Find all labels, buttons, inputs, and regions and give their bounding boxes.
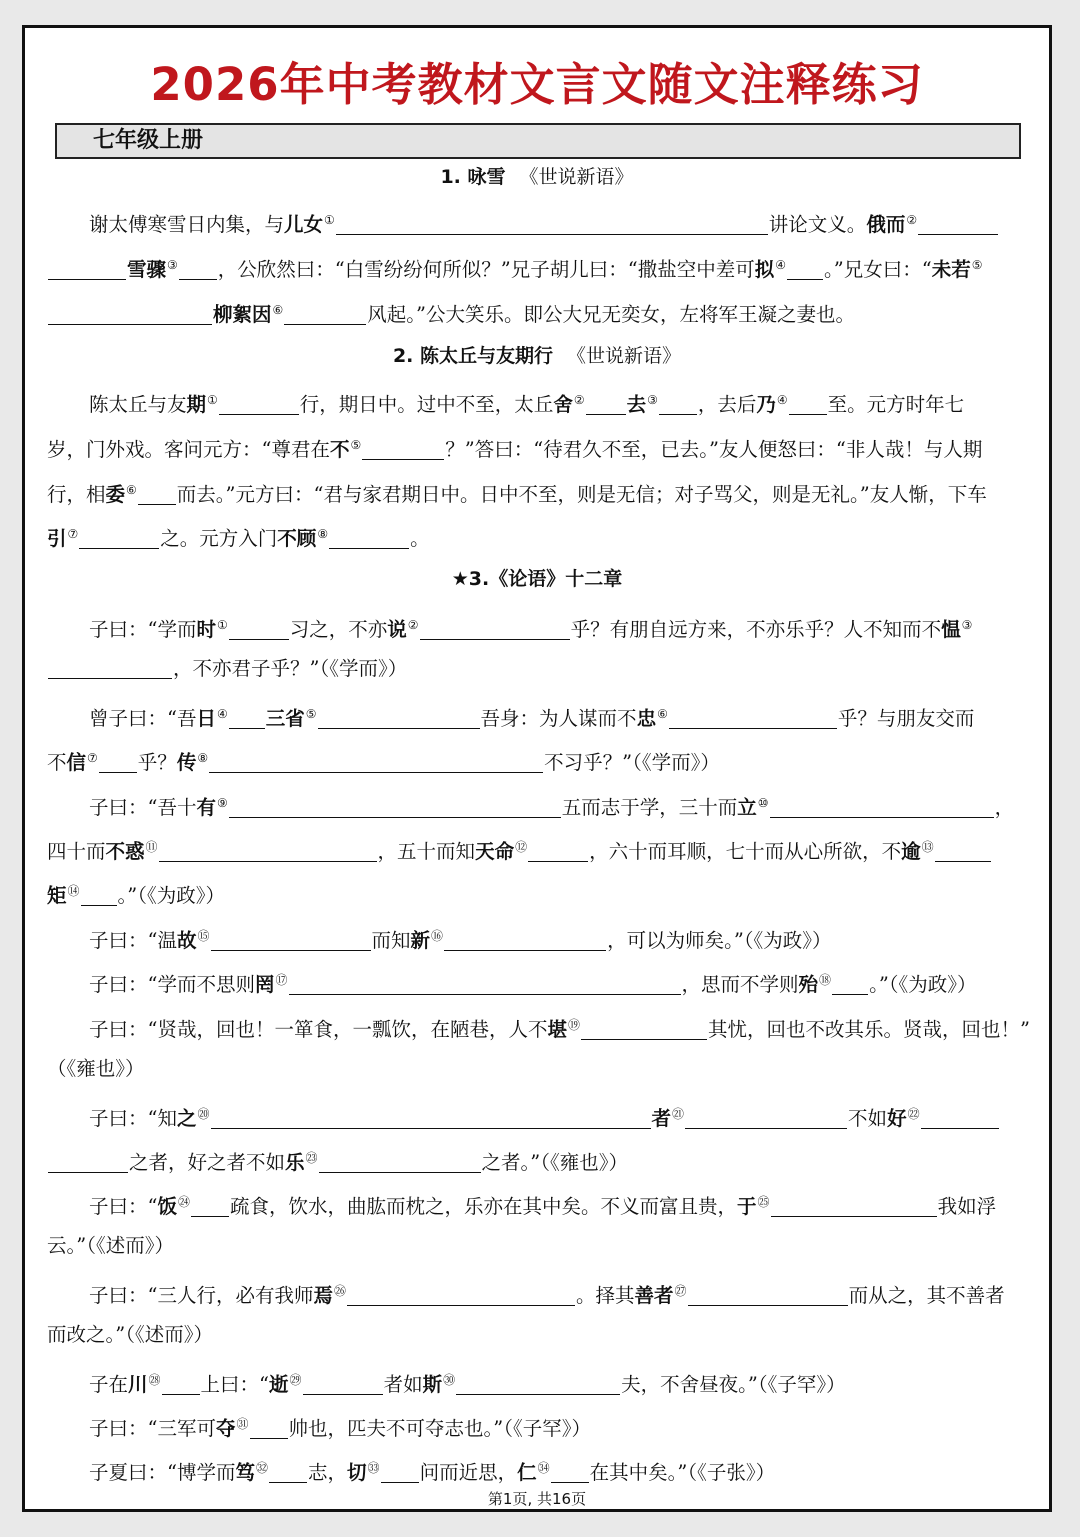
text-segment: 而从之，其不善者: [848, 1284, 1005, 1307]
note-marker: ㉙: [289, 1373, 302, 1387]
text-line: [47, 1231, 1031, 1261]
text-line: [47, 1010, 1031, 1040]
answer-blank[interactable]: [48, 656, 172, 679]
note-marker: ⑧: [197, 751, 209, 765]
grade-label: 七年级上册: [55, 123, 1021, 159]
text-line: [47, 965, 1031, 995]
note-marker: ㉛: [236, 1417, 249, 1431]
section-heading-3: [25, 566, 1049, 592]
answer-blank[interactable]: [289, 972, 681, 995]
text-segment: 吾身：为人谋而不: [480, 707, 637, 730]
text-line: [47, 1099, 1031, 1129]
text-segment: 子曰：“三人行，必有我师: [89, 1284, 314, 1307]
text-segment: 不: [47, 751, 67, 774]
keyword: 仁: [517, 1461, 537, 1484]
text-segment: ，不亦君子乎？”（《学而》）: [173, 657, 408, 680]
keyword: 斯: [422, 1373, 443, 1396]
text-segment: ，五十而知: [377, 840, 476, 863]
answer-blank[interactable]: [229, 617, 289, 640]
answer-blank[interactable]: [48, 257, 126, 280]
text-segment: 讲论文义。: [768, 213, 867, 236]
text-line: [47, 921, 1031, 951]
text-line: [47, 430, 1031, 460]
text-segment: 上曰：“: [200, 1373, 270, 1396]
text-segment: 曾子曰：“吾: [89, 707, 197, 730]
document-title: 2026年中考教材文言文随文注释练习: [150, 58, 924, 111]
text-segment: 。: [410, 527, 430, 550]
text-segment: ，: [994, 796, 1015, 819]
answer-blank[interactable]: [81, 883, 117, 906]
keyword: 切: [347, 1461, 367, 1484]
document-page: [22, 25, 1052, 1512]
keyword: 善者: [634, 1284, 674, 1307]
text-segment: 子曰：“知: [89, 1107, 177, 1130]
text-line: [47, 832, 1031, 862]
keyword: 笃: [235, 1461, 255, 1484]
note-marker: ㉓: [305, 1151, 318, 1165]
keyword: 逾: [901, 840, 921, 863]
text-segment: 乎？与朋友交而: [837, 707, 975, 730]
note-marker: ⑮: [197, 929, 210, 943]
keyword: 俄而: [866, 213, 906, 236]
note-marker: ②: [407, 618, 419, 632]
text-segment: 乎？: [137, 751, 177, 774]
text-segment: 不如: [848, 1107, 888, 1130]
answer-blank[interactable]: [318, 706, 480, 729]
note-marker: ④: [217, 707, 228, 721]
keyword: 拟: [754, 258, 775, 281]
answer-blank[interactable]: [669, 706, 837, 729]
answer-blank[interactable]: [211, 928, 371, 951]
note-marker: ⑩: [757, 796, 769, 810]
text-segment: 而知: [371, 929, 411, 952]
keyword: 忠: [636, 707, 657, 730]
answer-blank[interactable]: [99, 750, 137, 773]
text-segment: 问而近思，: [419, 1461, 518, 1484]
keyword: 信: [66, 751, 87, 774]
text-segment: 乎？有朋自远方来，不亦乐乎？人不知而不: [570, 618, 942, 641]
keyword: 不顾: [277, 527, 317, 550]
text-segment: 至。元方时年七: [827, 393, 965, 416]
note-marker: ②: [573, 393, 585, 407]
answer-blank[interactable]: [336, 212, 768, 235]
keyword: 柳絮因: [213, 303, 272, 326]
text-segment: 在其中矣。”（《子张》）: [589, 1461, 776, 1484]
text-segment: 行，期日中。过中不至，太丘: [299, 393, 554, 416]
note-marker: ⑱: [819, 973, 832, 987]
answer-blank[interactable]: [138, 482, 176, 505]
text-segment: 。择其: [576, 1284, 635, 1307]
text-segment: 子曰：“学而: [89, 618, 197, 641]
keyword: 儿女: [284, 213, 324, 236]
keyword: 好: [887, 1107, 907, 1130]
note-marker: ㉒: [907, 1107, 920, 1121]
section-title: 2. 陈太丘与友期行: [392, 345, 554, 367]
note-marker: ③: [167, 258, 178, 272]
keyword: 有: [196, 796, 216, 819]
text-line: [47, 1409, 1031, 1439]
text-segment: 之者。”（《雍也》）: [481, 1151, 629, 1174]
answer-blank[interactable]: [420, 617, 570, 640]
text-segment: 之。元方入门: [160, 527, 278, 550]
note-marker: ⑤: [305, 707, 317, 721]
note-marker: ⑥: [126, 483, 137, 497]
section-title: 1. 咏雪: [440, 166, 506, 188]
text-segment: 陈太丘与友: [89, 393, 187, 416]
answer-blank[interactable]: [456, 1372, 620, 1395]
text-segment: 其忧，回也不改其乐。贤哉，回也！”: [708, 1018, 1030, 1041]
text-segment: 子曰：“贤哉，回也！一箪食，一瓢饮，在陋巷，人不: [89, 1018, 548, 1041]
answer-blank[interactable]: [79, 526, 159, 549]
answer-blank[interactable]: [832, 972, 868, 995]
note-marker: ①: [324, 213, 335, 227]
keyword: 乐: [285, 1151, 305, 1174]
keyword: 雪骤: [127, 258, 167, 281]
text-segment: 志，: [308, 1461, 348, 1484]
text-segment: 。”（《为政》）: [869, 973, 977, 996]
answer-blank[interactable]: [48, 302, 212, 325]
answer-blank[interactable]: [191, 1194, 229, 1217]
answer-blank[interactable]: [362, 437, 444, 460]
text-segment: 帅也，匹夫不可夺志也。”（《子罕》）: [288, 1417, 591, 1440]
keyword: 天命: [475, 840, 515, 863]
keyword: 夺: [215, 1417, 236, 1440]
answer-blank[interactable]: [787, 257, 823, 280]
note-marker: ③: [961, 618, 973, 632]
text-line: [47, 475, 1031, 505]
text-segment: 而去。”元方曰：“君与家君期日中。日中不至，则是无信；对子骂父，则是无礼。”友人惭，下车: [176, 483, 987, 506]
answer-blank[interactable]: [284, 302, 366, 325]
answer-blank[interactable]: [303, 1372, 383, 1395]
text-line: [47, 788, 1031, 818]
answer-blank[interactable]: [685, 1106, 847, 1129]
text-line: [47, 1054, 1031, 1084]
keyword: 之: [176, 1107, 197, 1130]
section-heading-1: [25, 164, 1049, 190]
answer-blank[interactable]: [159, 839, 377, 862]
keyword: 传: [176, 751, 197, 774]
answer-blank[interactable]: [586, 392, 626, 415]
text-segment: 而改之。”（《述而》）: [47, 1323, 213, 1346]
text-line: [47, 699, 1031, 729]
keyword: 不: [329, 438, 350, 461]
answer-blank[interactable]: [528, 839, 588, 862]
text-segment: 四十而: [47, 840, 106, 863]
answer-blank[interactable]: [250, 1416, 288, 1439]
text-segment: ？”答曰：“待君久不至，已去。”友人便怒曰：“非人哉！与人期: [445, 438, 983, 461]
text-segment: 者如: [383, 1373, 423, 1396]
text-line: [47, 519, 1031, 549]
keyword: 说: [387, 618, 407, 641]
text-line: [47, 876, 1031, 906]
note-marker: ⑪: [145, 840, 158, 854]
text-segment: 子曰：“吾十: [89, 796, 197, 819]
note-marker: ①: [217, 618, 228, 632]
text-segment: 子曰：“温: [89, 929, 177, 952]
note-marker: ㉝: [367, 1461, 380, 1475]
text-line: [47, 743, 1031, 773]
text-segment: 子曰：“: [89, 1195, 158, 1218]
note-marker: ⑦: [67, 527, 79, 541]
text-segment: 子曰：“三军可: [89, 1417, 216, 1440]
note-marker: ④: [775, 258, 786, 272]
note-marker: ⑫: [515, 840, 528, 854]
answer-blank[interactable]: [329, 526, 409, 549]
answer-blank[interactable]: [269, 1460, 307, 1483]
note-marker: ⑦: [87, 751, 98, 765]
answer-blank[interactable]: [162, 1372, 200, 1395]
note-marker: ㉗: [674, 1284, 687, 1298]
keyword: 新: [410, 929, 431, 952]
text-segment: （《雍也》）: [47, 1057, 145, 1080]
text-segment: 之者，好之者不如: [129, 1151, 286, 1174]
text-segment: 不习乎？”（《学而》）: [544, 751, 720, 774]
note-marker: ②: [906, 213, 918, 227]
keyword: 焉: [313, 1284, 333, 1307]
note-marker: ⑤: [350, 438, 362, 452]
note-marker: ⑲: [568, 1018, 581, 1032]
answer-blank[interactable]: [209, 750, 543, 773]
keyword: 日: [196, 707, 216, 730]
answer-blank[interactable]: [935, 839, 991, 862]
note-marker: ⑧: [317, 527, 329, 541]
section-source: 《世说新语》: [567, 345, 682, 367]
text-line: [47, 1276, 1031, 1306]
text-segment: ，思而不学则: [681, 973, 799, 996]
text-segment: 岁，门外戏。客问元方：“尊君在: [47, 438, 330, 461]
text-line: [47, 1187, 1031, 1217]
note-marker: ⑯: [431, 929, 444, 943]
note-marker: ⑭: [67, 884, 80, 898]
answer-blank[interactable]: [229, 795, 561, 818]
answer-blank[interactable]: [319, 1150, 481, 1173]
note-marker: ⑳: [197, 1107, 210, 1121]
text-segment: 子曰：“学而不思则: [89, 973, 255, 996]
text-segment: 风起。”公大笑乐。即公大兄无奕女，左将军王凝之妻也。: [367, 303, 856, 326]
note-marker: ⑥: [272, 303, 284, 317]
note-marker: ⑰: [275, 973, 288, 987]
keyword: 期: [186, 393, 207, 416]
keyword: 于: [737, 1195, 757, 1218]
text-segment: 。”（《为政》）: [117, 884, 226, 907]
keyword: 逝: [269, 1373, 289, 1396]
note-marker: ⑬: [921, 840, 934, 854]
text-line: [47, 654, 1031, 684]
section-title: ★3.《论语》十二章: [451, 568, 623, 590]
text-line: [47, 1365, 1031, 1395]
text-segment: 谢太傅寒雪日内集，与: [89, 213, 285, 236]
text-line: [47, 1320, 1031, 1350]
keyword: 堪: [547, 1018, 567, 1041]
keyword: 三省: [265, 707, 305, 730]
text-segment: 行，相: [47, 483, 106, 506]
keyword: 川: [128, 1373, 148, 1396]
text-segment: 子在: [89, 1373, 129, 1396]
answer-blank[interactable]: [347, 1283, 575, 1306]
answer-blank[interactable]: [688, 1283, 848, 1306]
keyword: 舍: [553, 393, 573, 416]
answer-blank[interactable]: [771, 1194, 937, 1217]
text-line: [47, 295, 1031, 325]
note-marker: ㉚: [443, 1373, 456, 1387]
keyword: 殆: [798, 973, 819, 996]
keyword: 愠: [941, 618, 961, 641]
note-marker: ④: [776, 393, 788, 407]
keyword: 未若: [931, 258, 971, 281]
note-marker: ㉖: [334, 1284, 347, 1298]
text-segment: ，六十而耳顺，七十而从心所欲，不: [589, 840, 902, 863]
answer-blank[interactable]: [381, 1460, 419, 1483]
keyword: 立: [737, 796, 757, 819]
answer-blank[interactable]: [211, 1106, 651, 1129]
answer-blank[interactable]: [179, 257, 217, 280]
answer-blank[interactable]: [551, 1460, 589, 1483]
answer-blank[interactable]: [770, 795, 994, 818]
text-segment: 。”兄女曰：“: [823, 258, 932, 281]
keyword: 故: [176, 929, 197, 952]
text-segment: 五而志于学，三十而: [561, 796, 738, 819]
text-segment: 云。”（《述而》）: [47, 1234, 174, 1257]
answer-blank[interactable]: [219, 392, 299, 415]
keyword: 去: [626, 393, 647, 416]
text-segment: 习之，不亦: [289, 618, 388, 641]
text-segment: 我如浮: [937, 1195, 997, 1218]
text-segment: ，可以为师矣。”（《为政》）: [607, 929, 832, 952]
text-segment: ，公欣然曰：“白雪纷纷何所似？”兄子胡儿曰：“撒盐空中差可: [217, 258, 755, 281]
keyword: 时: [196, 618, 216, 641]
text-line: [47, 1453, 1031, 1483]
page-footer: 第1页, 共16页: [487, 1490, 587, 1508]
note-marker: ⑤: [971, 258, 983, 272]
note-marker: ①: [207, 393, 218, 407]
note-marker: ⑥: [657, 707, 668, 721]
keyword: 饭: [157, 1195, 177, 1218]
section-heading-2: [25, 343, 1049, 369]
answer-blank[interactable]: [659, 392, 697, 415]
text-line: [47, 1143, 1031, 1173]
text-line: [47, 250, 1031, 280]
text-segment: ，去后: [697, 393, 757, 416]
note-marker: ㉞: [537, 1461, 550, 1475]
keyword: 引: [47, 527, 67, 550]
note-marker: ㉔: [178, 1195, 191, 1209]
keyword: 者: [651, 1107, 672, 1130]
text-segment: 疏食，饮水，曲肱而枕之，乐亦在其中矣。不义而富且贵，: [230, 1195, 738, 1218]
note-marker: ㉕: [757, 1195, 770, 1209]
note-marker: ⑨: [217, 796, 228, 810]
note-marker: ㉘: [148, 1373, 161, 1387]
answer-blank[interactable]: [789, 392, 827, 415]
keyword: 不惑: [105, 840, 145, 863]
keyword: 矩: [47, 884, 67, 907]
note-marker: ㉑: [672, 1107, 685, 1121]
answer-blank[interactable]: [921, 1106, 999, 1129]
keyword: 委: [105, 483, 126, 506]
note-marker: ③: [647, 393, 658, 407]
answer-blank[interactable]: [229, 706, 265, 729]
note-marker: ㉜: [256, 1461, 269, 1475]
answer-blank[interactable]: [48, 1150, 128, 1173]
text-segment: 子夏曰：“博学而: [89, 1461, 236, 1484]
answer-blank[interactable]: [444, 928, 606, 951]
keyword: 罔: [254, 973, 275, 996]
answer-blank[interactable]: [581, 1017, 707, 1040]
text-line: [47, 205, 1031, 235]
text-line: [47, 610, 1031, 640]
keyword: 乃: [756, 393, 776, 416]
section-source: 《世说新语》: [519, 166, 634, 188]
answer-blank[interactable]: [918, 212, 998, 235]
text-segment: 夫，不舍昼夜。”（《子罕》）: [621, 1373, 846, 1396]
text-line: [47, 385, 1031, 415]
